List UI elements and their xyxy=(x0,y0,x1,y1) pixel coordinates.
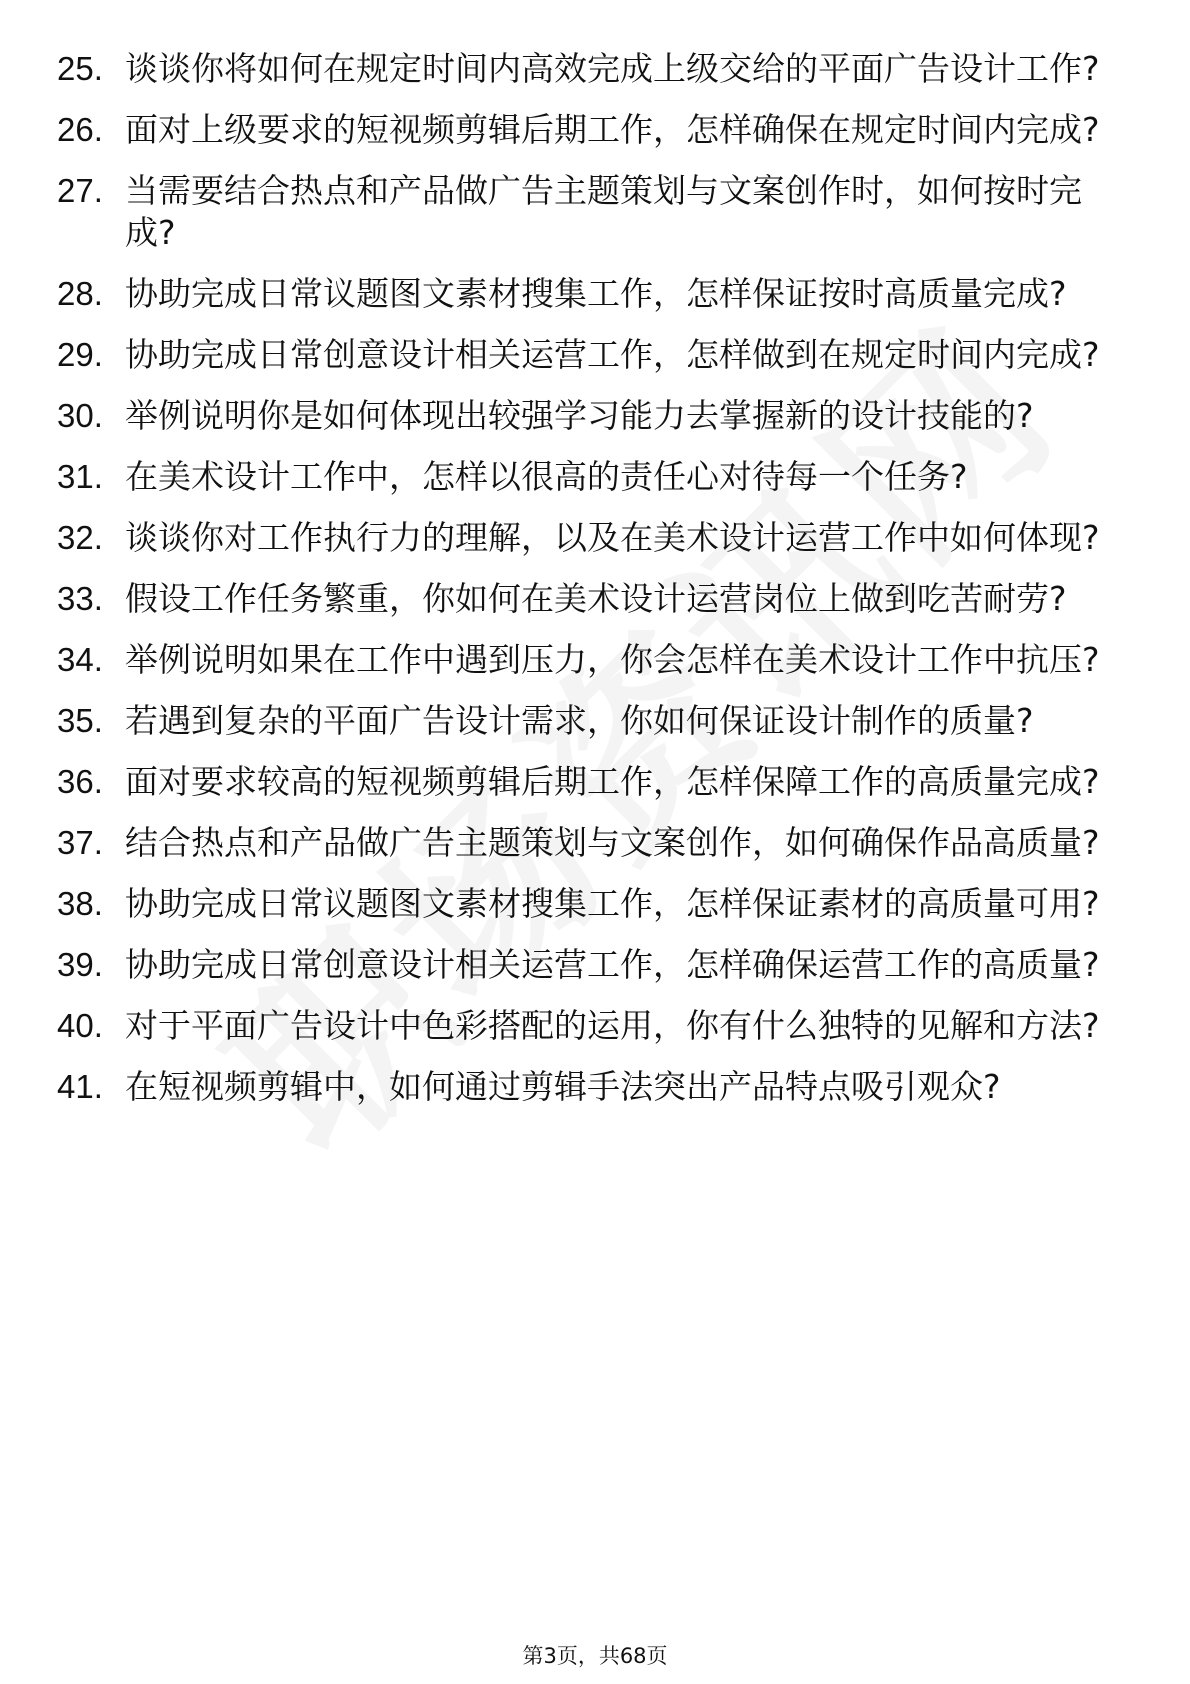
question-number: 29. xyxy=(57,336,103,373)
question-item xyxy=(0,517,1190,559)
question-number: 25. xyxy=(57,50,103,87)
question-text: 举例说明你是如何体现出较强学习能力去掌握新的设计技能的? xyxy=(125,396,1034,435)
question-number: 31. xyxy=(57,458,103,495)
question-number: 36. xyxy=(57,763,103,800)
question-number: 39. xyxy=(57,946,103,983)
question-item xyxy=(0,761,1190,803)
question-item xyxy=(0,334,1190,376)
question-item xyxy=(0,639,1190,681)
question-item xyxy=(0,883,1190,925)
question-item xyxy=(0,944,1190,986)
question-item xyxy=(0,170,1190,254)
question-text: 对于平面广告设计中色彩搭配的运用，你有什么独特的见解和方法? xyxy=(125,1006,1100,1045)
question-text: 举例说明如果在工作中遇到压力，你会怎样在美术设计工作中抗压? xyxy=(125,640,1100,679)
question-number: 28. xyxy=(57,275,103,312)
question-number: 35. xyxy=(57,702,103,739)
question-text: 当需要结合热点和产品做广告主题策划与文案创作时，如何按时完成? xyxy=(125,171,1082,252)
question-item xyxy=(0,578,1190,620)
question-item xyxy=(0,109,1190,151)
question-text: 谈谈你将如何在规定时间内高效完成上级交给的平面广告设计工作? xyxy=(125,49,1100,88)
question-text: 在短视频剪辑中，如何通过剪辑手法突出产品特点吸引观众? xyxy=(125,1067,1001,1106)
question-text: 谈谈你对工作执行力的理解，以及在美术设计运营工作中如何体现? xyxy=(125,518,1100,557)
question-number: 38. xyxy=(57,885,103,922)
question-number: 26. xyxy=(57,111,103,148)
question-text: 若遇到复杂的平面广告设计需求，你如何保证设计制作的质量? xyxy=(125,701,1034,740)
question-text: 协助完成日常创意设计相关运营工作，怎样确保运营工作的高质量? xyxy=(125,945,1100,984)
question-text: 协助完成日常议题图文素材搜集工作，怎样保证按时高质量完成? xyxy=(125,274,1067,313)
question-item xyxy=(0,700,1190,742)
question-text: 结合热点和产品做广告主题策划与文案创作，如何确保作品高质量? xyxy=(125,823,1100,862)
question-number: 37. xyxy=(57,824,103,861)
question-text: 协助完成日常创意设计相关运营工作，怎样做到在规定时间内完成? xyxy=(125,335,1100,374)
question-text: 面对要求较高的短视频剪辑后期工作，怎样保障工作的高质量完成? xyxy=(125,762,1100,801)
question-item xyxy=(0,1066,1190,1108)
question-number: 30. xyxy=(57,397,103,434)
question-item xyxy=(0,48,1190,90)
question-number: 27. xyxy=(57,172,103,209)
question-item xyxy=(0,822,1190,864)
question-number: 41. xyxy=(57,1068,103,1105)
question-item xyxy=(0,273,1190,315)
question-text: 在美术设计工作中，怎样以很高的责任心对待每一个任务? xyxy=(125,457,968,496)
question-list xyxy=(0,48,1190,1127)
question-number: 34. xyxy=(57,641,103,678)
question-number: 32. xyxy=(57,519,103,556)
question-text: 假设工作任务繁重，你如何在美术设计运营岗位上做到吃苦耐劳? xyxy=(125,579,1067,618)
question-item xyxy=(0,456,1190,498)
question-item xyxy=(0,1005,1190,1047)
question-item xyxy=(0,395,1190,437)
question-text: 协助完成日常议题图文素材搜集工作，怎样保证素材的高质量可用? xyxy=(125,884,1100,923)
question-text: 面对上级要求的短视频剪辑后期工作，怎样确保在规定时间内完成? xyxy=(125,110,1100,149)
question-number: 40. xyxy=(57,1007,103,1044)
page-footer: 第3页，共68页 xyxy=(522,1644,668,1668)
question-number: 33. xyxy=(57,580,103,617)
